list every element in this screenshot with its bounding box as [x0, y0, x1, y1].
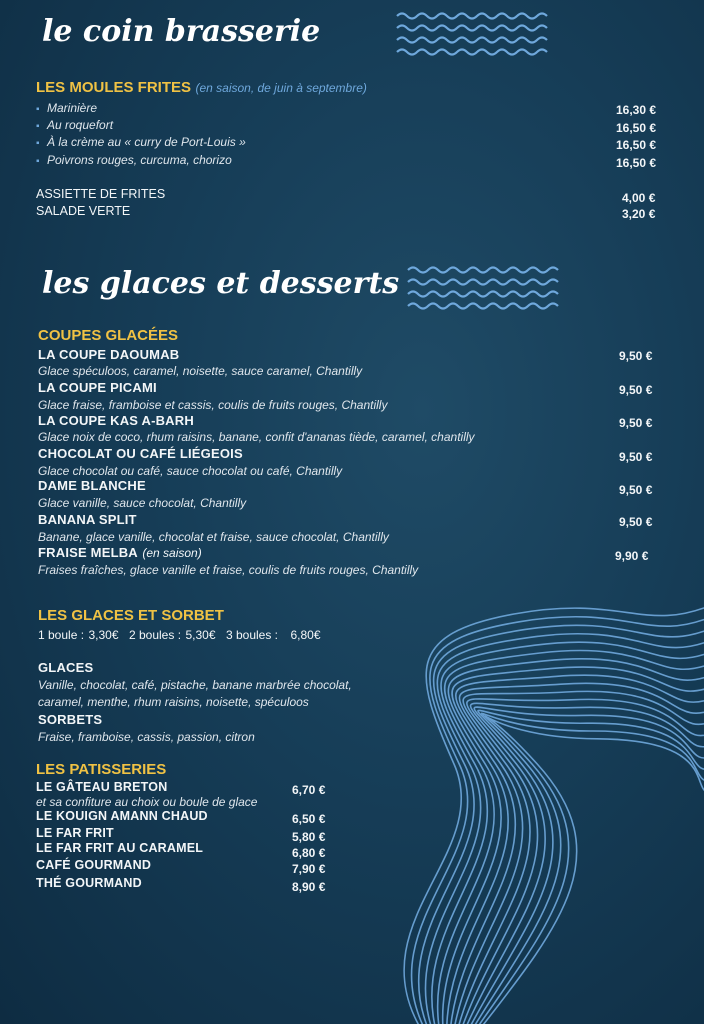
coupe-description: Glace fraise, framboise et cassis, coulis de fruits rouges, Chantilly	[38, 398, 388, 412]
coupe-name: LA COUPE DAOUMAB	[38, 347, 180, 362]
coupe-price: 9,50 €	[619, 483, 653, 497]
patisserie-name: THÉ GOURMAND	[36, 876, 142, 890]
moules-season-note: (en saison, de juin à septembre)	[195, 81, 367, 95]
sorbets-heading: SORBETS	[38, 712, 103, 727]
patisserie-price: 6,70 €	[292, 783, 326, 797]
moules-price: 16,50 €	[616, 138, 657, 152]
patisserie-price: 8,90 €	[292, 880, 326, 894]
moules-heading: LES MOULES FRITES	[36, 79, 192, 96]
coupe-price: 9,50 €	[619, 349, 653, 363]
sorbet-heading: LES GLACES ET SORBET	[38, 607, 224, 624]
coupe-description: Glace chocolat ou café, sauce chocolat ou café, Chantilly	[38, 464, 343, 478]
coupe-description: Glace noix de coco, rhum raisins, banane, confit d'ananas tiède, caramel, chantilly	[38, 430, 475, 444]
coupe-description: Glace vanille, sauce chocolat, Chantilly	[38, 496, 247, 510]
wave-decoration-top	[395, 10, 555, 56]
coupe-name: DAME BLANCHE	[38, 478, 146, 493]
coupe-name: BANANA SPLIT	[38, 512, 137, 527]
moules-price: 16,50 €	[616, 121, 657, 135]
moules-item: ▪ Marinière	[36, 101, 97, 115]
boule-price: 6,80€	[290, 628, 321, 642]
coupe-price: 9,50 €	[619, 515, 653, 529]
side-item: ASSIETTE DE FRITES	[36, 187, 166, 201]
brasserie-title: le coin brasserie	[42, 14, 321, 49]
contour-line	[419, 625, 704, 1024]
boule-price: 5,30€	[185, 628, 216, 642]
contour-line	[470, 710, 704, 1024]
boule-price: 3,30€	[88, 628, 119, 642]
moules-heading-row	[36, 79, 367, 97]
coupe-name-row	[38, 544, 202, 562]
patisserie-price: 6,80 €	[292, 846, 326, 860]
contour-line	[466, 707, 704, 1024]
moules-price: 16,30 €	[616, 103, 657, 117]
coupe-price: 9,90 €	[615, 549, 649, 563]
patisseries-heading: LES PATISSERIES	[36, 761, 167, 778]
moules-item: ▪ Au roquefort	[36, 118, 113, 132]
sorbets-flavours: Fraise, framboise, cassis, passion, citron	[38, 730, 255, 744]
patisserie-subtext: et sa confiture au choix ou boule de glace	[36, 795, 258, 809]
contour-lines-decoration	[344, 594, 704, 1024]
desserts-title: les glaces et desserts	[42, 266, 400, 301]
coupe-description: Fraises fraîches, glace vanille et fraise, coulis de fruits rouges, Chantilly	[38, 563, 419, 577]
glaces-flavours: Vanille, chocolat, café, pistache, banane marbrée chocolat,	[38, 678, 352, 692]
boule-label: 2 boules :	[128, 628, 182, 642]
side-item: SALADE VERTE	[36, 204, 131, 218]
patisserie-name: CAFÉ GOURMAND	[36, 858, 152, 872]
coupe-description: Banane, glace vanille, chocolat et fraise, sauce chocolat, Chantilly	[38, 530, 389, 544]
coupe-name: FRAISE MELBA	[38, 545, 138, 560]
glaces-flavours: caramel, menthe, rhum raisins, noisette, spéculoos	[38, 695, 309, 709]
coupe-price: 9,50 €	[619, 450, 653, 464]
patisserie-name: LE GÂTEAU BRETON	[36, 780, 168, 794]
coupes-heading: COUPES GLACÉES	[38, 327, 179, 344]
boule-label: 1 boule :	[38, 628, 85, 642]
coupe-name: CHOCOLAT OU CAFÉ LIÉGEOIS	[38, 446, 243, 461]
patisserie-name: LE FAR FRIT AU CARAMEL	[36, 841, 204, 855]
coupe-price: 9,50 €	[619, 383, 653, 397]
moules-item: ▪ Poivrons rouges, curcuma, chorizo	[36, 153, 232, 167]
glaces-heading: GLACES	[38, 660, 94, 675]
side-price: 3,20 €	[622, 207, 656, 221]
side-price: 4,00 €	[622, 191, 656, 205]
moules-item: ▪ À la crème au « curry de Port-Louis »	[36, 135, 246, 149]
patisserie-name: LE KOUIGN AMANN CHAUD	[36, 809, 208, 823]
patisserie-price: 7,90 €	[292, 862, 326, 876]
coupe-name: LA COUPE PICAMI	[38, 380, 157, 395]
contour-line	[460, 699, 704, 1024]
patisserie-price: 6,50 €	[292, 812, 326, 826]
coupe-season-note: (en saison)	[142, 546, 202, 560]
patisserie-price: 5,80 €	[292, 830, 326, 844]
patisserie-name: LE FAR FRIT	[36, 826, 114, 840]
wave-decoration-middle	[406, 264, 566, 310]
boules-row	[38, 626, 321, 644]
boule-label: 3 boules :	[225, 628, 279, 642]
coupe-price: 9,50 €	[619, 416, 653, 430]
coupe-name: LA COUPE KAS A-BARH	[38, 413, 194, 428]
moules-price: 16,50 €	[616, 156, 657, 170]
coupe-description: Glace spéculoos, caramel, noisette, sauce caramel, Chantilly	[38, 364, 363, 378]
